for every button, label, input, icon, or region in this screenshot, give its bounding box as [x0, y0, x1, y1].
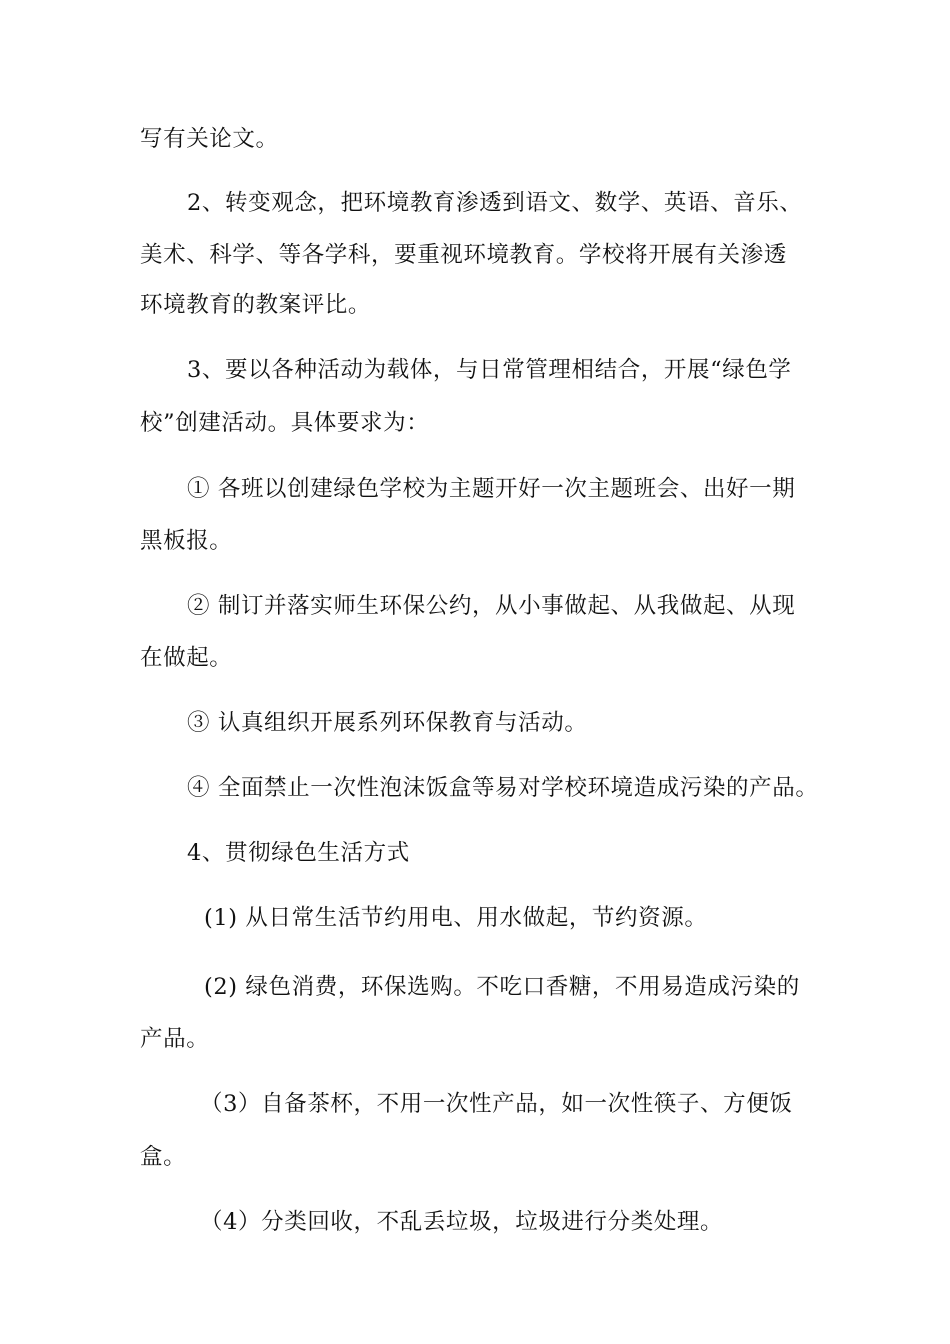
text-line-7: ① 各班以创建绿色学校为主题开好一次主题班会、出好一期: [187, 476, 796, 502]
text-line-8: 黑板报。: [140, 528, 233, 554]
text-line-1: 写有关论文。: [140, 126, 279, 152]
text-line-13: 4、贯彻绿色生活方式: [187, 840, 410, 866]
text-line-17: （3）自备茶杯，不用一次性产品，如一次性筷子、方便饭: [200, 1091, 793, 1117]
text-line-16: 产品。: [140, 1026, 210, 1052]
text-line-4: 环境教育的教案评比。: [140, 292, 372, 318]
text-line-10: 在做起。: [140, 645, 233, 671]
text-line-12: ④ 全面禁止一次性泡沫饭盒等易对学校环境造成污染的产品。: [187, 775, 819, 801]
text-line-9: ② 制订并落实师生环保公约，从小事做起、从我做起、从现: [187, 593, 796, 619]
text-line-6: 校”创建活动。具体要求为：: [140, 410, 430, 436]
text-line-11: ③ 认真组织开展系列环保教育与活动。: [187, 710, 588, 736]
text-line-5: 3、要以各种活动为载体，与日常管理相结合，开展“绿色学: [187, 357, 792, 383]
text-line-3: 美术、科学、等各学科，要重视环境教育。学校将开展有关渗透: [140, 242, 787, 268]
text-line-2: 2、转变观念，把环境教育渗透到语文、数学、英语、音乐、: [187, 190, 803, 216]
text-line-18: 盒。: [140, 1144, 187, 1170]
text-line-14: (1) 从日常生活节约用电、用水做起，节约资源。: [204, 905, 708, 931]
text-line-15: (2) 绿色消费，环保选购。不吃口香糖，不用易造成污染的: [204, 974, 800, 1000]
text-line-19: （4）分类回收，不乱丢垃圾，垃圾进行分类处理。: [200, 1209, 724, 1235]
